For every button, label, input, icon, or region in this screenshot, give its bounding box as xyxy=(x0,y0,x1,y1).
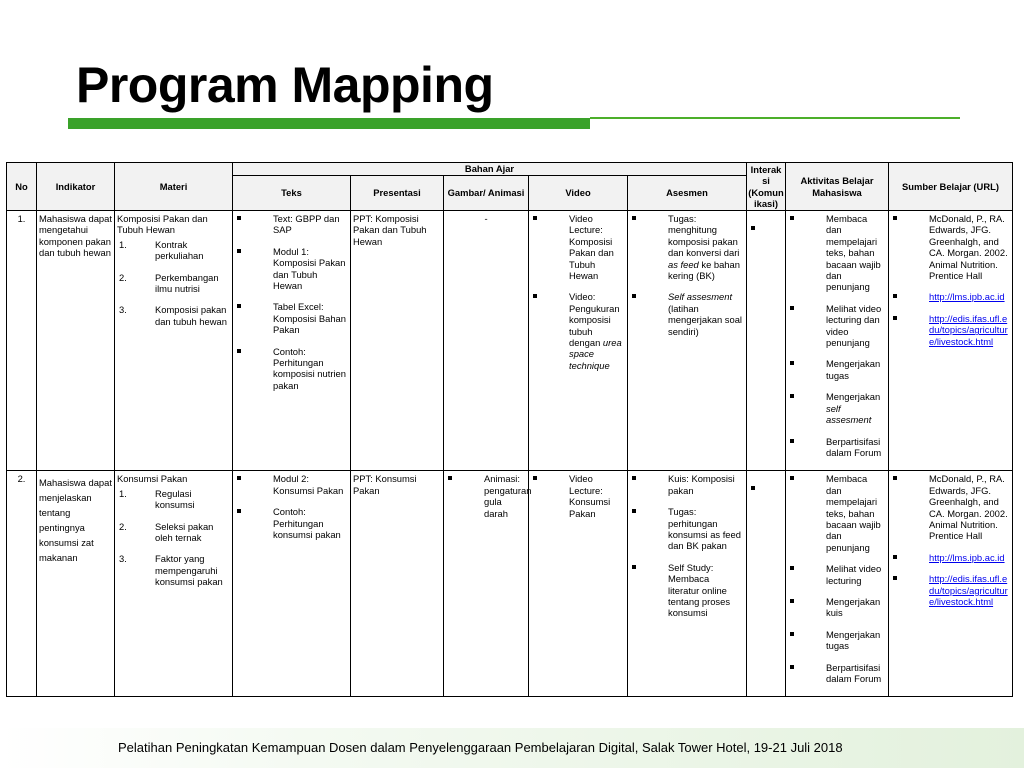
sumber-link-item xyxy=(891,573,1009,607)
indikator-text: Mahasiswa dapat menjelaskan tentang pentingnya konsumsi zat makanan xyxy=(39,477,112,564)
teks-item: Tabel Excel: Komposisi Bahan Pakan xyxy=(235,301,347,335)
gambar-text: - xyxy=(484,213,488,224)
aktivitas-item: Membaca dan mempelajari teks, bahan bacaan wajib dan penunjang xyxy=(788,473,885,553)
header-materi: Materi xyxy=(115,163,233,211)
teks-item: Contoh: Perhitungan konsumsi pakan xyxy=(235,506,347,540)
materi-item: 1. Regulasi konsumsi xyxy=(119,487,195,511)
asesmen-item: Tugas: perhitungan konsumsi as feed dan BK pakan xyxy=(630,506,743,552)
aktivitas-item: Melihat video lecturing xyxy=(788,563,885,586)
header-gambar: Gambar/ Animasi xyxy=(444,176,529,211)
footer-text: Pelatihan Peningkatan Kemampuan Dosen dalam Penyelenggaraan Pembelajaran Digital, Salak Tower Hotel, 19-21 Juli 2018 xyxy=(118,740,843,755)
edis-link[interactable]: http://edis.ifas.ufl.edu/topics/agriculture/livestock.html xyxy=(929,312,1008,347)
indikator-text: Mahasiswa dapat mengetahui komponen pakan dan tubuh hewan xyxy=(39,213,112,259)
table-row xyxy=(7,211,1013,471)
gambar-item: Animasi: pengaturan gula darah xyxy=(446,473,525,519)
materi-item: 3. Komposisi pakan dan tubuh hewan xyxy=(119,304,227,327)
aktivitas-item: Mengerjakan kuis xyxy=(788,596,885,619)
lms-link[interactable]: http://lms.ipb.ac.id xyxy=(929,551,1005,563)
aktivitas-item: Membaca dan mempelajari teks, bahan bacaan wajib dan penunjang xyxy=(788,213,885,293)
aktivitas-item: Berpartisifasi dalam Forum xyxy=(788,662,885,685)
sumber-reference: McDonald, P., RA. Edwards, JFG. Greenhalgh, and CA. Morgan. 2002. Animal Nutrition. Prentice Hall xyxy=(891,473,1009,541)
presentasi-text: PPT: Konsumsi Pakan xyxy=(353,473,417,496)
title-underline-thin xyxy=(590,117,960,119)
row-number: 2. xyxy=(17,473,26,485)
sumber-link-item xyxy=(891,552,1009,563)
aktivitas-item: Mengerjakan tugas xyxy=(788,358,885,381)
aktivitas-item: Berpartisifasi dalam Forum xyxy=(788,436,885,459)
header-teks: Teks xyxy=(233,176,351,211)
materi-title: Komposisi Pakan dan Tubuh Hewan xyxy=(117,213,208,236)
header-interaksi: Interak si (Komun ikasi) xyxy=(748,163,784,209)
header-sumber: Sumber Belajar (URL) xyxy=(889,163,1013,211)
teks-item: Modul 1: Komposisi Pakan dan Tubuh Hewan xyxy=(235,246,347,292)
materi-item: 1. Kontrak perkuliahan xyxy=(119,238,204,262)
asesmen-item: Kuis: Komposisi pakan xyxy=(630,473,743,496)
video-item: Video: Pengukuran komposisi tubuh dengan urea space technique xyxy=(531,291,624,371)
header-bahan-ajar: Bahan Ajar xyxy=(233,163,747,176)
asesmen-item: Self assesment (latihan mengerjakan soal sendiri) xyxy=(630,291,743,337)
row-number: 1. xyxy=(17,213,26,224)
header-asesmen: Asesmen xyxy=(628,176,747,211)
header-video: Video xyxy=(529,176,628,211)
video-item: Video Lecture: Komposisi Pakan dan Tubuh Hewan xyxy=(531,213,624,281)
asesmen-item: Tugas: menghitung komposisi pakan dan konversi dari as feed ke bahan kering (BK) xyxy=(630,213,743,281)
teks-item: Modul 2: Konsumsi Pakan xyxy=(235,473,347,496)
header-aktivitas: Aktivitas Belajar Mahasiswa xyxy=(786,163,889,211)
sumber-link-item xyxy=(891,313,1009,347)
edis-link[interactable]: http://edis.ifas.ufl.edu/topics/agriculture/livestock.html xyxy=(929,573,1008,607)
aktivitas-item: Mengerjakan tugas xyxy=(788,629,885,652)
materi-item: 3. Faktor yang mempengaruhi konsumsi pakan xyxy=(119,553,223,588)
teks-item: Contoh: Perhitungan komposisi nutrien pakan xyxy=(235,346,347,392)
program-mapping-table xyxy=(6,162,1013,697)
materi-item: 2. Perkembangan ilmu nutrisi xyxy=(119,271,219,295)
header-indikator: Indikator xyxy=(37,163,115,211)
asesmen-item: Self Study: Membaca literatur online tentang proses konsumsi xyxy=(630,562,743,619)
title-underline-thick xyxy=(68,118,590,129)
lms-link[interactable]: http://lms.ipb.ac.id xyxy=(929,291,1005,303)
teks-item: Text: GBPP dan SAP xyxy=(235,213,347,236)
slide-title: Program Mapping xyxy=(76,57,494,113)
sumber-link-item xyxy=(891,291,1009,302)
header-no: No xyxy=(7,163,37,211)
sumber-reference: McDonald, P., RA. Edwards, JFG. Greenhalgh, and CA. Morgan. 2002. Animal Nutrition. Prentice Hall xyxy=(891,213,1009,281)
materi-title: Konsumsi Pakan xyxy=(117,473,188,485)
aktivitas-item: Mengerjakan self assesment xyxy=(788,391,885,425)
presentasi-text: PPT: Komposisi Pakan dan Tubuh Hewan xyxy=(353,213,427,247)
table-row xyxy=(7,471,1013,697)
header-presentasi: Presentasi xyxy=(351,176,444,211)
aktivitas-item: Melihat video lecturing dan video penunjang xyxy=(788,303,885,349)
video-item: Video Lecture: Konsumsi Pakan xyxy=(531,473,624,519)
materi-item: 2. Seleksi pakan oleh ternak xyxy=(119,520,214,543)
